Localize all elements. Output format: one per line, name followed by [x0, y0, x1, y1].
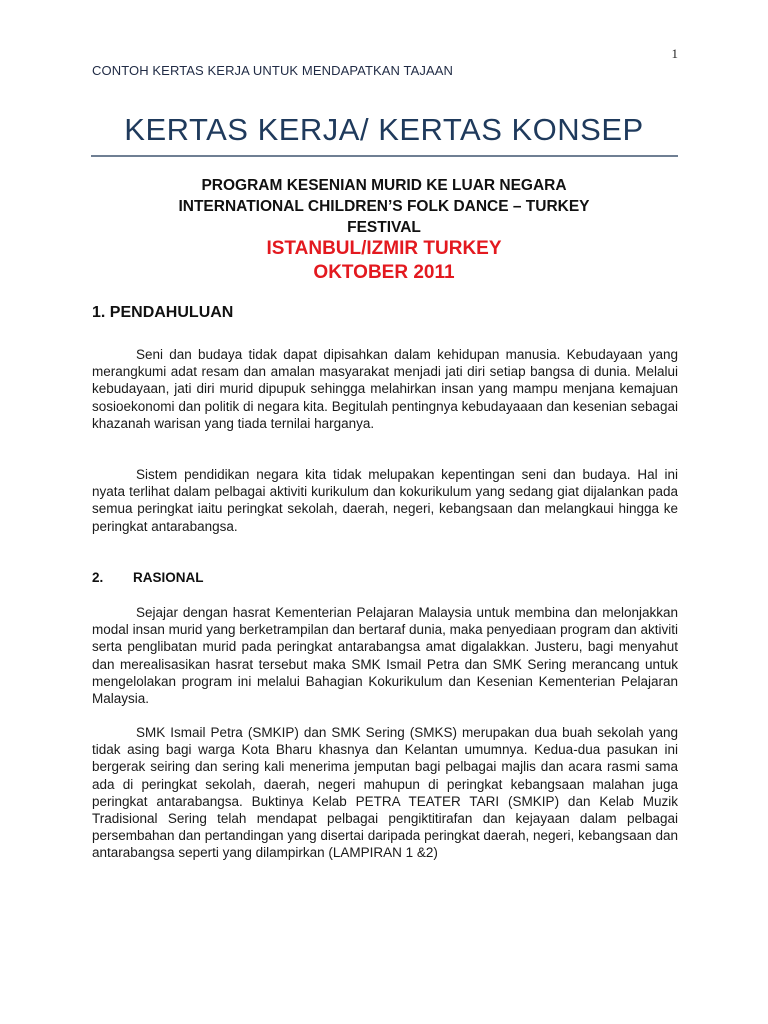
- section-number: 2.: [92, 570, 104, 585]
- section-heading-rasional: [92, 570, 204, 585]
- title-underline-divider: [91, 155, 678, 157]
- program-title-line-1: PROGRAM KESENIAN MURID KE LUAR NEGARA: [201, 177, 567, 194]
- section-number: 1.: [92, 304, 106, 321]
- document-title: KERTAS KERJA/ KERTAS KONSEP: [124, 112, 644, 147]
- section-title: RASIONAL: [133, 570, 204, 585]
- page-number: 1: [671, 46, 678, 61]
- paragraph: Seni dan budaya tidak dapat dipisahkan dalam kehidupan manusia. Kebudayaan yang merangkumi adat resam dan amalan masyarakat menjadi jati diri setiap bangsa di dunia. Melalui kebudayaan, jati diri murid dipupuk sehingga melahirkan insan yang mampu menjana kemajuan sosioekonomi dan politik di negara kita. Begitulah pentingnya kebudayaaan dan kesenian sebagai khazanah warisan yang tiada ternilai harganya.: [92, 347, 678, 431]
- paragraph: Sistem pendidikan negara kita tidak melupakan kepentingan seni dan budaya. Hal ini nyata terlihat dalam pelbagai aktiviti kurikulum dan kokurikulum yang sedang giat dijalankan pada semua peringkat iaitu peringkat sekolah, daerah, negeri, kebangsaan dan melangkaui hingga ke peringkat antarabangsa.: [92, 467, 678, 534]
- event-location: ISTANBUL/IZMIR TURKEY: [266, 238, 502, 259]
- event-location-date: [0, 237, 768, 285]
- paragraph: SMK Ismail Petra (SMKIP) dan SMK Sering (SMKS) merupakan dua buah sekolah yang tidak asing bagi warga Kota Bharu khasnya dan Kelantan umumnya. Kedua-dua pasukan ini bergerak seiring dan sering kali menerima jemputan bagi pelbagai majlis dan acara rasmi sama ada di peringkat sekolah, daerah, negeri mahupun di peringkat kebangsaan malahan juga peringkat antarabangsa. Buktinya Kelab PETRA TEATER TARI (SMKIP) dan Kelab Muzik Tradisional Sering telah mendapat pelbagai pengiktitirafan dan kejayaan dalam pelbagai persembahan dan pertandingan yang disertai daripada peringkat daerah, negeri, kebangsaan dan antarabangsa seperti yang dilampirkan (LAMPIRAN 1 &2): [92, 725, 678, 861]
- paragraph: Sejajar dengan hasrat Kementerian Pelajaran Malaysia untuk membina dan melonjakkan modal insan murid yang berketrampilan dan bertaraf dunia, maka penyediaan program dan aktiviti serta penglibatan murid pada peringkat antarabangsa amat digalakkan. Justeru, bagi menyahut dan merealisasikan hasrat tersebut maka SMK Ismail Petra dan SMK Sering merancang untuk mengelolakan program ini melalui Bahagian Kokurikulum dan Kesenian Kementerian Pelajaran Malaysia.: [92, 605, 678, 707]
- program-title-line-3: FESTIVAL: [347, 219, 421, 236]
- program-title-line-2: INTERNATIONAL CHILDREN’S FOLK DANCE – TURKEY: [178, 198, 590, 215]
- section-title: PENDAHULUAN: [109, 304, 234, 321]
- event-date: OKTOBER 2011: [313, 262, 455, 283]
- program-title: [100, 175, 668, 238]
- section-heading-pendahuluan: [92, 304, 233, 322]
- running-header: CONTOH KERTAS KERJA UNTUK MENDAPATKAN TAJAAN: [92, 63, 453, 78]
